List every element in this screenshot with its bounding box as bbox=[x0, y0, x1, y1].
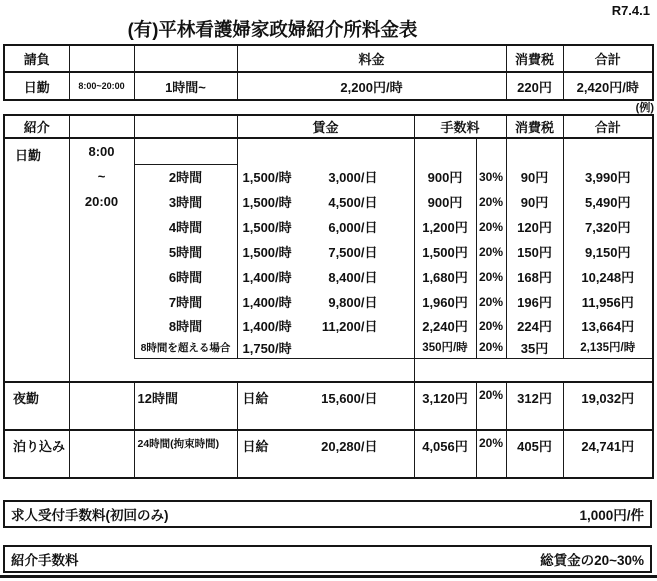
t2-day-tax-spacer bbox=[506, 138, 563, 164]
cell-pct: 20% bbox=[476, 430, 506, 478]
cell-fee: 900円 bbox=[414, 189, 476, 214]
spacer-left bbox=[69, 358, 414, 382]
cell-wage bbox=[237, 264, 414, 289]
wage-per-hour: 1,500/時 bbox=[242, 245, 292, 260]
cell-fee: 2,240円 bbox=[414, 314, 476, 337]
table-row bbox=[4, 382, 653, 430]
cell-hours: 7時間 bbox=[134, 289, 237, 314]
wage-per-hour: 1,500/時 bbox=[242, 170, 292, 185]
t1-cell-tax: 220円 bbox=[506, 72, 563, 100]
table-row bbox=[4, 214, 653, 239]
t2-day-time-empty bbox=[69, 337, 134, 358]
t2-night-category: 夜勤 bbox=[4, 382, 69, 430]
cell-fee: 3,120円 bbox=[414, 382, 476, 430]
cell-total: 13,664円 bbox=[563, 314, 653, 337]
t1-cell-duration: 1時間~ bbox=[134, 72, 237, 100]
table-row bbox=[4, 239, 653, 264]
cell-hours: 8時間 bbox=[134, 314, 237, 337]
wage-per-day: 6,000/日 bbox=[328, 220, 378, 235]
cell-total: 19,032円 bbox=[563, 382, 653, 430]
cell-pct: 30% bbox=[476, 164, 506, 189]
cell-hours: 4時間 bbox=[134, 214, 237, 239]
cell-hours: 6時間 bbox=[134, 264, 237, 289]
wage-per-day: 9,800/日 bbox=[328, 295, 378, 310]
cell-pct: 20% bbox=[476, 337, 506, 358]
referral-fee-table bbox=[3, 114, 654, 479]
cell-tax: 150円 bbox=[506, 239, 563, 264]
table-row bbox=[4, 164, 653, 189]
cell-total: 3,990円 bbox=[563, 164, 653, 189]
cell-tax: 90円 bbox=[506, 164, 563, 189]
table-row bbox=[4, 430, 653, 478]
recruit-fee-label: 求人受付手数料(初回のみ) bbox=[11, 508, 169, 523]
t1-cell-time: 8:00~20:00 bbox=[69, 72, 134, 100]
cell-total: 9,150円 bbox=[563, 239, 653, 264]
cell-fee: 1,680円 bbox=[414, 264, 476, 289]
t2-header-wage: 賃金 bbox=[237, 115, 414, 138]
contract-fee-table bbox=[3, 44, 654, 101]
table-row bbox=[4, 289, 653, 314]
cell-hours: 5時間 bbox=[134, 239, 237, 264]
referral-fee-box bbox=[3, 545, 652, 573]
wage-per-day: 11,200/日 bbox=[321, 319, 378, 334]
t2-header-fee: 手数料 bbox=[414, 115, 506, 138]
cell-pct: 20% bbox=[476, 289, 506, 314]
cell-wage bbox=[237, 337, 414, 358]
wage-per-hour: 1,400/時 bbox=[242, 319, 292, 334]
cell-wage bbox=[237, 189, 414, 214]
wage-per-day: 7,500/日 bbox=[328, 245, 378, 260]
t1-header-fee: 料金 bbox=[237, 45, 506, 72]
wage-per-hour: 1,400/時 bbox=[242, 295, 292, 310]
t2-day-time-tilde: ~ bbox=[69, 164, 134, 189]
t2-day-time-empty bbox=[69, 239, 134, 264]
cell-hours: 12時間 bbox=[134, 382, 237, 430]
cell-fee: 350円/時 bbox=[414, 337, 476, 358]
cell-hours: 24時間(拘束時間) bbox=[134, 430, 237, 478]
t2-day-fee-spacer bbox=[414, 138, 476, 164]
cell-fee: 1,960円 bbox=[414, 289, 476, 314]
cell-hours: 2時間 bbox=[134, 164, 237, 189]
cell-tax: 90円 bbox=[506, 189, 563, 214]
t2-day-time-empty bbox=[69, 314, 134, 337]
cell-tax: 312円 bbox=[506, 382, 563, 430]
wage-per-hour: 1,500/時 bbox=[242, 195, 292, 210]
cell-pct: 20% bbox=[476, 214, 506, 239]
page-title: (有)平林看護婦家政婦紹介所料金表 bbox=[127, 19, 418, 40]
cell-hours: 3時間 bbox=[134, 189, 237, 214]
t2-header-empty-time bbox=[69, 115, 134, 138]
t2-stay-category: 泊り込み bbox=[4, 430, 69, 478]
cell-wage bbox=[237, 164, 414, 189]
t2-header-empty-duration bbox=[134, 115, 237, 138]
t2-day-time-empty bbox=[69, 264, 134, 289]
example-label: (例) bbox=[635, 102, 654, 114]
t1-cell-total: 2,420円/時 bbox=[563, 72, 653, 100]
t2-day-time-empty bbox=[69, 214, 134, 239]
wage-per-day: 4,500/日 bbox=[328, 195, 378, 210]
cell-pct: 20% bbox=[476, 314, 506, 337]
cell-wage bbox=[237, 214, 414, 239]
t2-day-category: 日勤 bbox=[4, 138, 69, 382]
cell-pct: 20% bbox=[476, 189, 506, 214]
cell-wage bbox=[237, 382, 414, 430]
cell-tax: 196円 bbox=[506, 289, 563, 314]
cell-tax: 35円 bbox=[506, 337, 563, 358]
cell-wage bbox=[237, 314, 414, 337]
t1-cell-category: 日勤 bbox=[4, 72, 69, 100]
wage-per-hour: 1,400/時 bbox=[242, 270, 292, 285]
t2-day-time-start: 8:00 bbox=[69, 138, 134, 164]
t2-day-wage-spacer bbox=[237, 138, 414, 164]
t2-day-time-end: 20:00 bbox=[69, 189, 134, 214]
cell-pct: 20% bbox=[476, 264, 506, 289]
t2-header-category: 紹介 bbox=[4, 115, 69, 138]
spacer-row bbox=[4, 358, 653, 382]
cell-hours: 8時間を超える場合 bbox=[134, 337, 237, 358]
wage-per-day: 8,400/日 bbox=[328, 270, 378, 285]
t2-day-total-spacer bbox=[563, 138, 653, 164]
cell-total: 2,135円/時 bbox=[563, 337, 653, 358]
t2-day-time-empty bbox=[69, 289, 134, 314]
cell-total: 10,248円 bbox=[563, 264, 653, 289]
t1-header-empty-time bbox=[69, 45, 134, 72]
cell-wage bbox=[237, 239, 414, 264]
t1-header-empty-duration bbox=[134, 45, 237, 72]
wage-per-day: 3,000/日 bbox=[328, 170, 378, 185]
cell-pct: 20% bbox=[476, 239, 506, 264]
cell-tax: 168円 bbox=[506, 264, 563, 289]
cell-total: 5,490円 bbox=[563, 189, 653, 214]
cell-fee: 1,500円 bbox=[414, 239, 476, 264]
wage-per-hour: 1,500/時 bbox=[242, 220, 292, 235]
cell-total: 11,956円 bbox=[563, 289, 653, 314]
wage-per-day: 20,280/日 bbox=[321, 439, 378, 454]
table-row bbox=[4, 337, 653, 358]
cell-fee: 900円 bbox=[414, 164, 476, 189]
wage-per-day: 15,600/日 bbox=[321, 391, 378, 406]
cell-wage bbox=[237, 430, 414, 478]
cell-fee: 1,200円 bbox=[414, 214, 476, 239]
t2-day-duration-spacer bbox=[134, 138, 237, 164]
t2-day-pct-spacer bbox=[476, 138, 506, 164]
referral-fee-value: 総賃金の20~30% bbox=[540, 553, 644, 568]
wage-label: 日給 bbox=[242, 391, 269, 406]
cell-tax: 405円 bbox=[506, 430, 563, 478]
cell-pct: 20% bbox=[476, 382, 506, 430]
table-row bbox=[4, 189, 653, 214]
cell-tax: 224円 bbox=[506, 314, 563, 337]
t2-header-total: 合計 bbox=[563, 115, 653, 138]
cell-tax: 120円 bbox=[506, 214, 563, 239]
referral-fee-label: 紹介手数料 bbox=[11, 553, 79, 568]
table-row bbox=[4, 314, 653, 337]
wage-per-hour: 1,750/時 bbox=[242, 340, 292, 356]
t2-header-tax: 消費税 bbox=[506, 115, 563, 138]
t1-cell-fee: 2,200円/時 bbox=[237, 72, 506, 100]
cell-total: 24,741円 bbox=[563, 430, 653, 478]
cell-total: 7,320円 bbox=[563, 214, 653, 239]
t1-header-tax: 消費税 bbox=[506, 45, 563, 72]
wage-label: 日給 bbox=[242, 439, 269, 454]
recruit-fee-value: 1,000円/件 bbox=[579, 508, 644, 523]
t1-header-category: 請負 bbox=[4, 45, 69, 72]
t2-stay-time-empty bbox=[69, 430, 134, 478]
spacer-right bbox=[414, 358, 653, 382]
cell-fee: 4,056円 bbox=[414, 430, 476, 478]
t2-night-time-empty bbox=[69, 382, 134, 430]
doc-code: R7.4.1 bbox=[611, 3, 650, 18]
cell-wage bbox=[237, 289, 414, 314]
table-row bbox=[4, 138, 653, 164]
table-row bbox=[4, 264, 653, 289]
bottom-rule bbox=[0, 575, 657, 578]
recruit-fee-box bbox=[3, 500, 652, 528]
t1-header-total: 合計 bbox=[563, 45, 653, 72]
